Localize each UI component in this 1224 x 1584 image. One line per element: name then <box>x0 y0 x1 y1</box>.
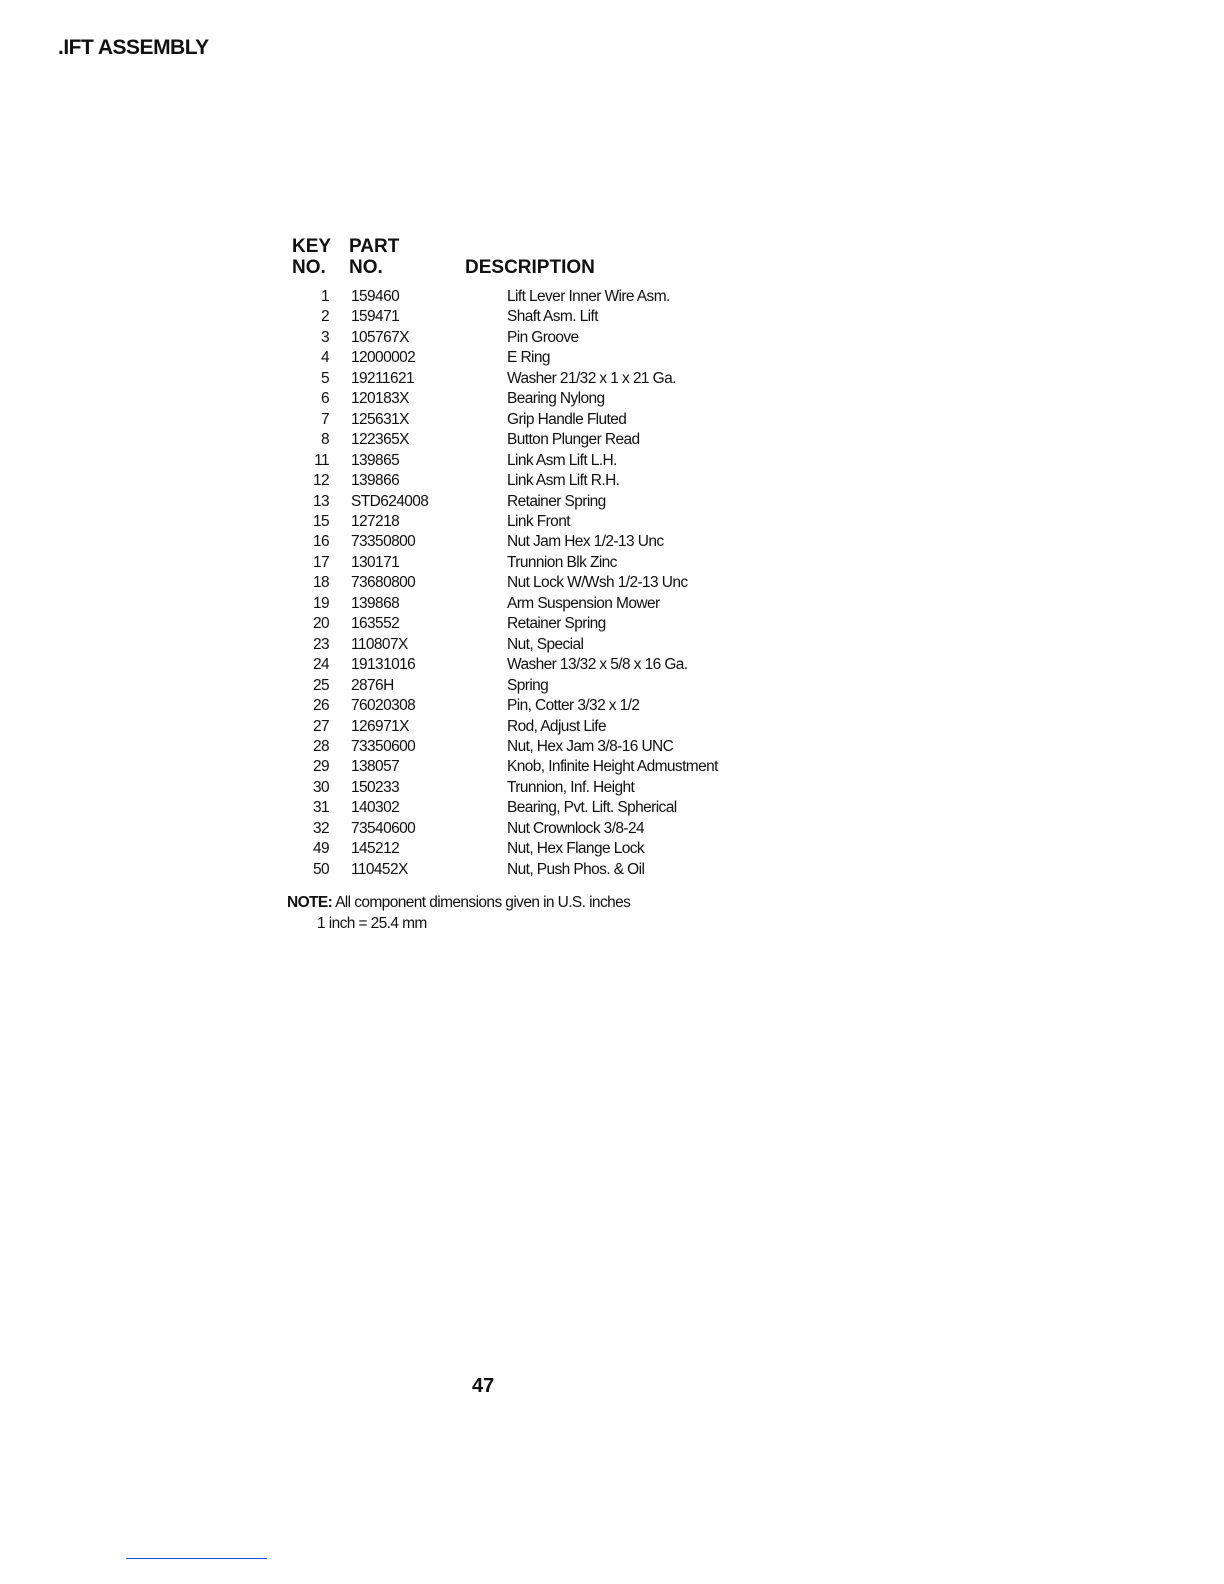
part-no-cell: 19211621 <box>351 369 415 387</box>
part-no-cell: 12000002 <box>351 349 416 367</box>
key-no-cell: 11 <box>314 451 329 469</box>
part-no-cell: 105767X <box>351 328 409 346</box>
table-row <box>287 635 718 655</box>
description-cell: Pin, Cotter 3/32 x 1/2 <box>507 697 640 715</box>
table-row <box>287 614 718 634</box>
description-cell: Pin Groove <box>507 328 579 346</box>
table-row <box>287 451 718 471</box>
key-no-cell: 24 <box>312 656 329 674</box>
table-row <box>287 369 718 389</box>
key-no-cell: 25 <box>312 676 329 694</box>
key-no-cell: 31 <box>312 799 329 817</box>
note-label: NOTE: <box>287 894 333 911</box>
note-line-2: 1 inch = 25.4 mm <box>317 915 427 932</box>
key-no-cell: 32 <box>312 819 329 837</box>
key-no-cell: 29 <box>312 758 329 776</box>
description-cell: Spring <box>507 676 549 694</box>
key-no-cell: 27 <box>312 717 329 735</box>
table-row <box>287 553 718 573</box>
table-row <box>287 430 718 450</box>
key-no-cell: 20 <box>312 615 329 633</box>
description-cell: Nut Jam Hex 1/2-13 Unc <box>507 533 664 551</box>
part-no-cell: 126971X <box>351 717 409 735</box>
part-no-cell: 120183X <box>351 390 409 408</box>
part-no-cell: 73350600 <box>351 737 416 755</box>
description-cell: Trunnion, Inf. Height <box>507 778 635 796</box>
part-no-cell: 138057 <box>351 758 400 776</box>
key-no-cell: 18 <box>312 574 329 592</box>
description-cell: Retainer Spring <box>507 492 606 510</box>
table-row <box>287 348 718 368</box>
table-row <box>287 757 718 777</box>
part-no-cell: 110807X <box>351 635 408 653</box>
description-cell: Shaft Asm. Lift <box>507 308 598 326</box>
key-header-line2: NO. <box>292 257 326 278</box>
part-no-cell: 159460 <box>351 288 400 305</box>
part-no-cell: 2876H <box>351 676 394 694</box>
part-no-cell: 150233 <box>351 778 400 796</box>
description-cell: Knob, Infinite Height Admustment <box>507 758 718 776</box>
parts-table-body <box>287 287 718 880</box>
table-row <box>287 717 718 737</box>
description-cell: Link Asm Lift L.H. <box>507 451 617 469</box>
description-cell: Arm Suspension Mower <box>507 594 660 612</box>
dimension-note <box>287 892 630 934</box>
key-no-cell: 13 <box>312 492 329 510</box>
part-no-cell: 130171 <box>351 553 400 571</box>
key-no-cell: 50 <box>312 860 329 878</box>
part-no-cell: 163552 <box>351 615 400 633</box>
footer-rule <box>126 1558 267 1559</box>
table-row <box>287 798 718 818</box>
part-no-cell: 139868 <box>351 594 400 612</box>
part-no-cell: 73350800 <box>351 533 416 551</box>
part-no-cell: 125631X <box>351 410 409 428</box>
key-no-cell: 12 <box>312 472 329 490</box>
page-title: .IFT ASSEMBLY <box>58 36 209 59</box>
column-headers <box>287 236 767 280</box>
description-cell: Nut, Hex Flange Lock <box>507 840 645 858</box>
key-no-cell: 1 <box>320 288 329 305</box>
key-no-cell: 3 <box>320 328 329 346</box>
table-row <box>287 676 718 696</box>
key-no-cell: 17 <box>312 553 329 571</box>
description-cell: Link Asm Lift R.H. <box>507 472 620 490</box>
key-no-cell: 15 <box>312 512 329 530</box>
description-cell: Nut Lock W/Wsh 1/2-13 Unc <box>507 574 688 592</box>
description-cell: Trunnion Blk Zinc <box>507 553 617 571</box>
key-no-cell: 23 <box>312 635 329 653</box>
page-number: 47 <box>472 1375 495 1397</box>
key-no-cell: 28 <box>312 737 329 755</box>
description-cell: Washer 21/32 x 1 x 21 Ga. <box>507 369 676 387</box>
key-header-line1: KEY <box>292 236 332 257</box>
parts-table <box>287 287 718 880</box>
table-row <box>287 737 718 757</box>
description-cell: Link Front <box>507 512 570 530</box>
description-cell: E Ring <box>507 349 550 367</box>
table-row <box>287 492 718 512</box>
description-cell: Washer 13/32 x 5/8 x 16 Ga. <box>507 656 688 674</box>
table-row <box>287 471 718 491</box>
table-row <box>287 328 718 348</box>
table-row <box>287 512 718 532</box>
key-no-cell: 5 <box>320 369 329 387</box>
note-text: All component dimensions given in U.S. inches <box>332 894 631 911</box>
table-row <box>287 389 718 409</box>
key-no-cell: 8 <box>320 431 329 449</box>
key-no-cell: 19 <box>312 594 329 612</box>
part-no-cell: 110452X <box>351 860 408 878</box>
part-no-cell: 139866 <box>351 472 400 490</box>
table-row <box>287 410 718 430</box>
part-no-cell: 140302 <box>351 799 400 817</box>
description-cell: Grip Handle Fluted <box>507 410 627 428</box>
description-cell: Rod, Adjust Life <box>507 717 606 735</box>
part-no-cell: 73680800 <box>351 574 416 592</box>
parts-list <box>287 236 767 880</box>
description-header: DESCRIPTION <box>465 257 595 278</box>
part-no-cell: 159471 <box>351 308 400 326</box>
table-row <box>287 778 718 798</box>
part-no-cell: 139865 <box>351 451 400 469</box>
description-cell: Button Plunger Read <box>507 431 640 449</box>
table-row <box>287 860 718 880</box>
description-cell: Bearing Nylong <box>507 390 605 408</box>
note-line-1 <box>287 892 630 913</box>
part-no-cell: 127218 <box>351 512 400 530</box>
part-header-line2: NO. <box>349 257 383 278</box>
description-cell: Nut, Special <box>507 635 584 653</box>
table-row <box>287 307 718 327</box>
part-no-cell: 19131016 <box>351 656 416 674</box>
table-row <box>287 287 718 307</box>
description-cell: Nut, Hex Jam 3/8-16 UNC <box>507 737 674 755</box>
part-no-cell: STD624008 <box>351 492 429 510</box>
table-row <box>287 839 718 859</box>
key-no-cell: 2 <box>320 308 329 326</box>
description-cell: Nut Crownlock 3/8-24 <box>507 819 645 837</box>
table-row <box>287 696 718 716</box>
table-row <box>287 594 718 614</box>
table-row <box>287 573 718 593</box>
part-no-cell: 145212 <box>351 840 400 858</box>
description-cell: Retainer Spring <box>507 615 606 633</box>
part-no-cell: 122365X <box>351 431 409 449</box>
table-row <box>287 819 718 839</box>
key-no-cell: 6 <box>320 390 329 408</box>
key-no-cell: 26 <box>312 697 329 715</box>
table-row <box>287 532 718 552</box>
key-no-cell: 4 <box>320 349 329 367</box>
key-no-header <box>292 236 331 278</box>
table-row <box>287 655 718 675</box>
key-no-cell: 7 <box>320 410 329 428</box>
part-header-line1: PART <box>349 236 400 257</box>
part-no-cell: 76020308 <box>351 697 416 715</box>
part-no-cell: 73540600 <box>351 819 416 837</box>
key-no-cell: 16 <box>312 533 329 551</box>
description-cell: Bearing, Pvt. Lift. Spherical <box>507 799 677 817</box>
description-cell: Nut, Push Phos. & Oil <box>507 860 645 878</box>
key-no-cell: 30 <box>312 778 329 796</box>
key-no-cell: 49 <box>312 840 329 858</box>
description-cell: Lift Lever Inner Wire Asm. <box>507 288 670 305</box>
part-no-header <box>349 236 399 278</box>
